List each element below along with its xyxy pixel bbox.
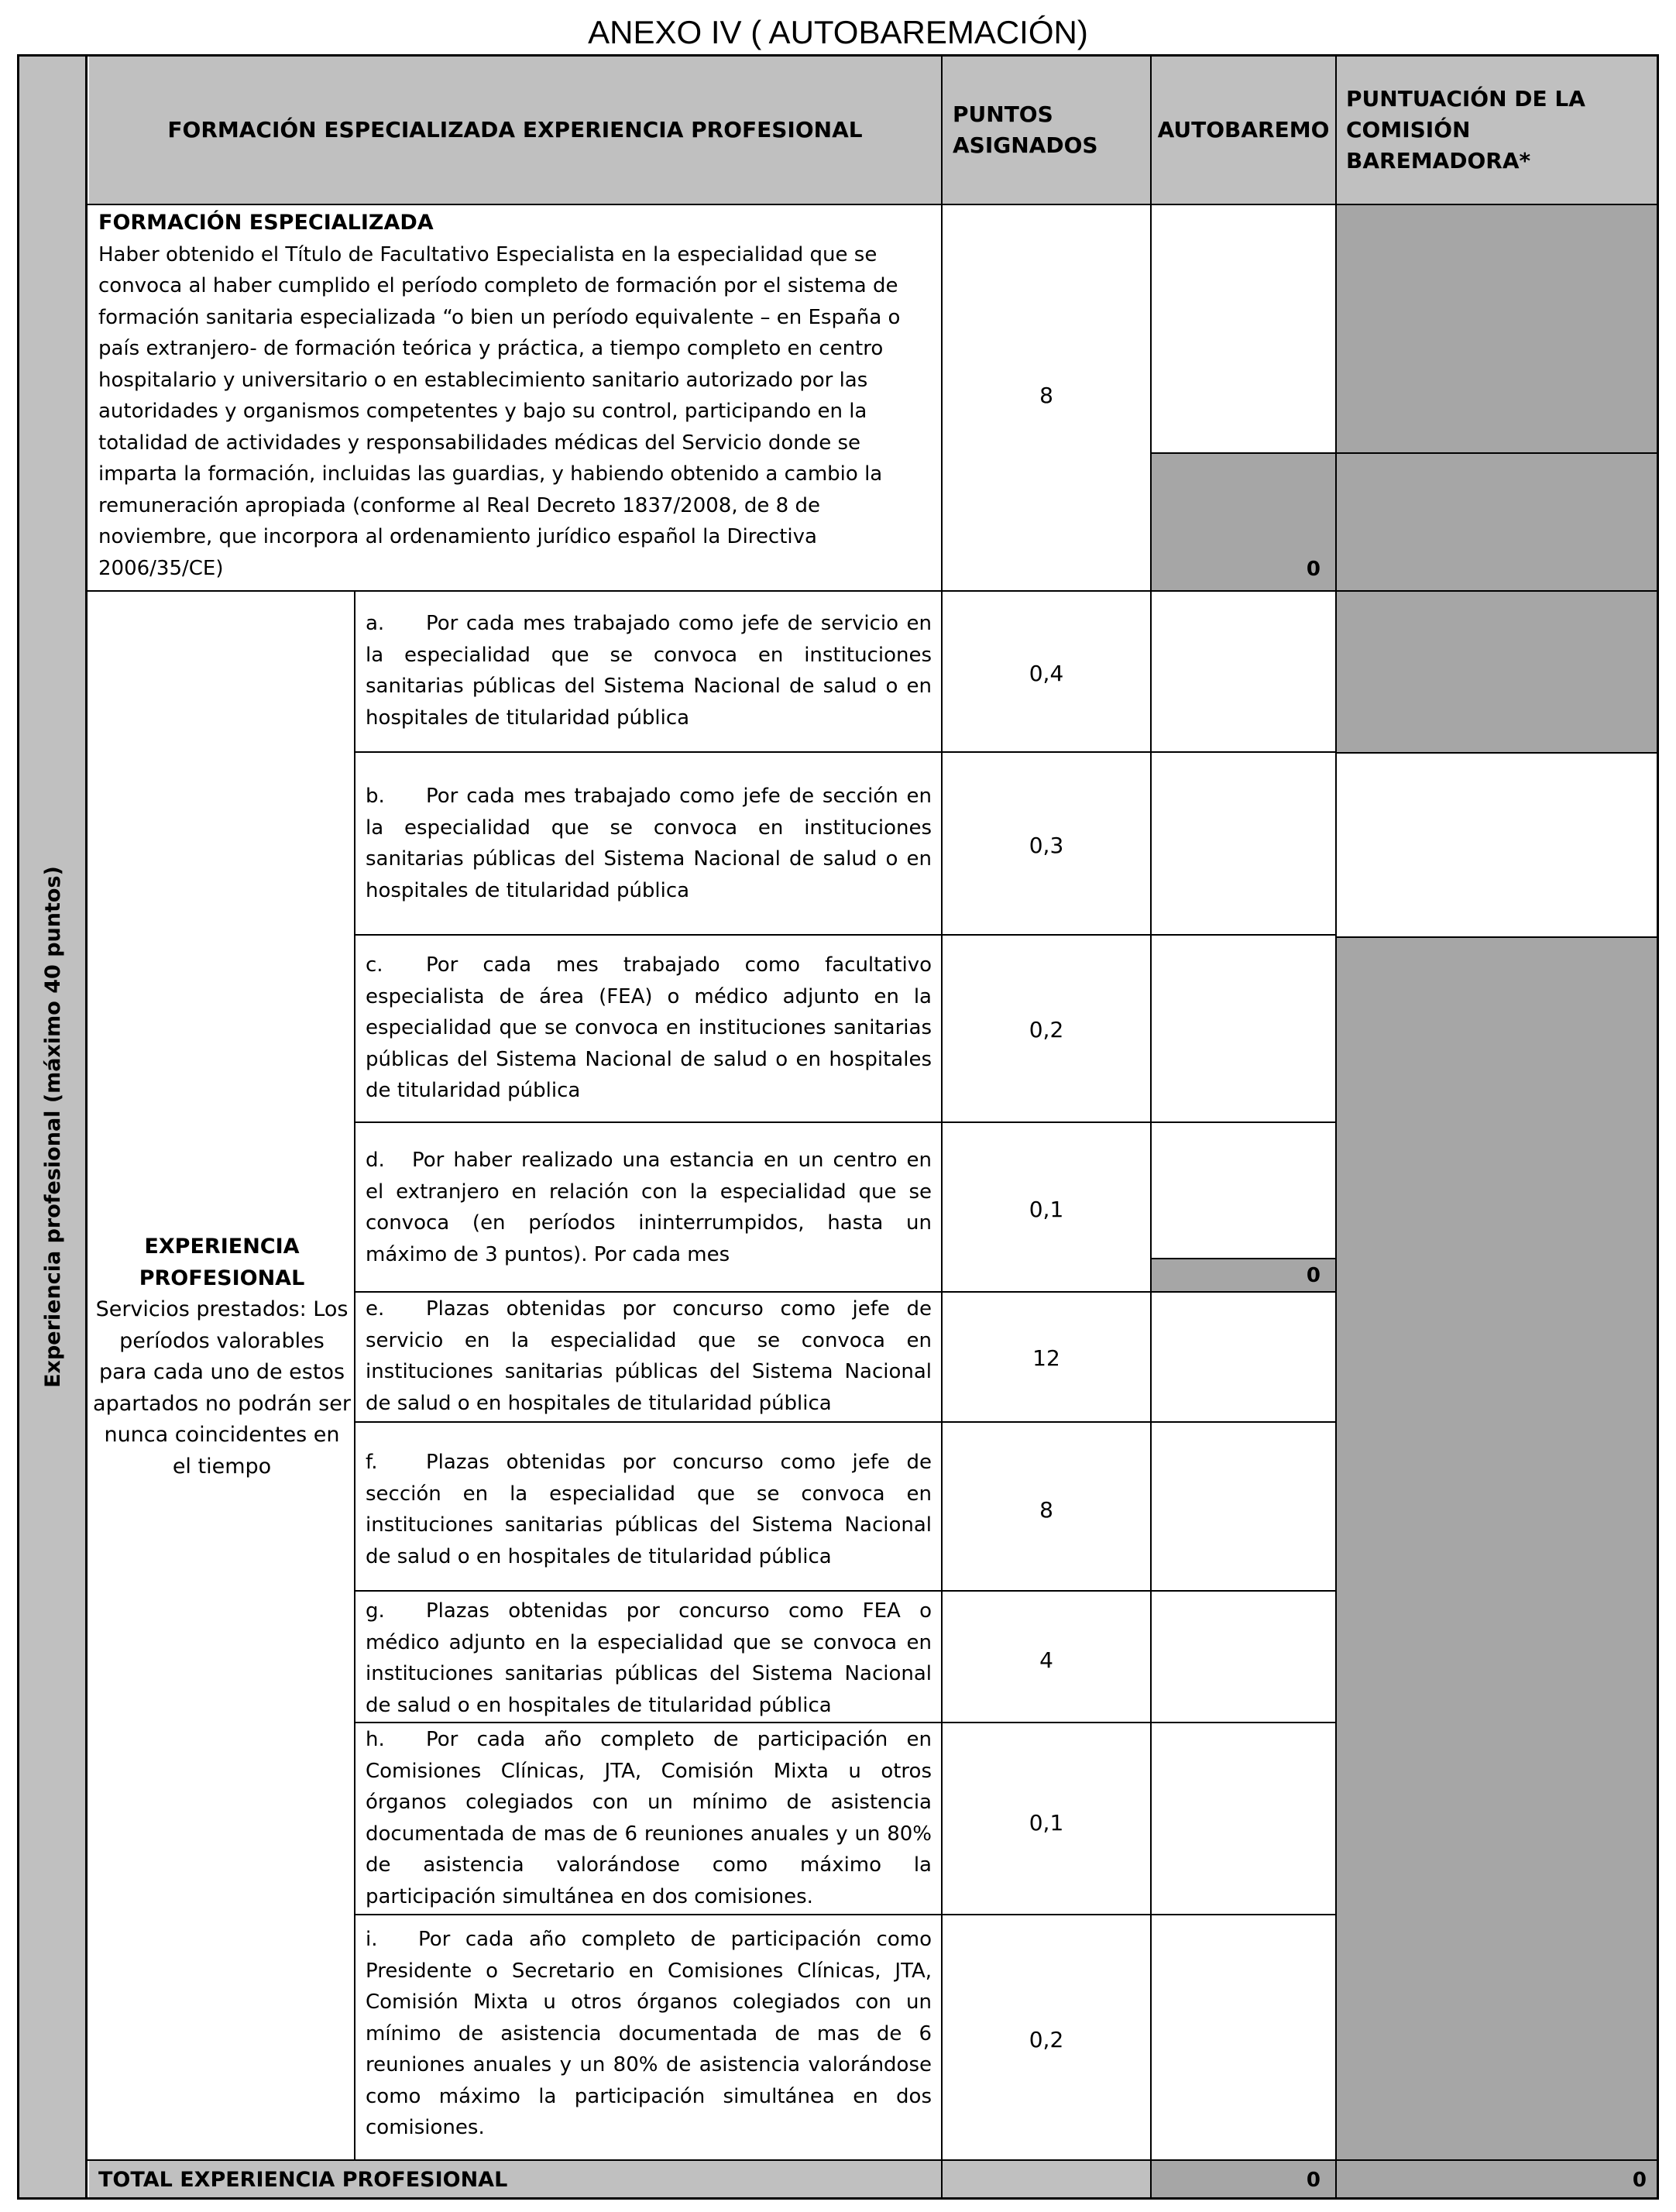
item-g-points: 4 bbox=[1039, 1647, 1053, 1673]
row-divider bbox=[354, 751, 1336, 753]
commission-grey-block-1 bbox=[1335, 205, 1657, 752]
formacion-especializada-cell bbox=[98, 208, 936, 587]
total-comision: 0 bbox=[1632, 2169, 1647, 2192]
item-h-text: h. Por cada año completo de participación en Comisiones Clínicas, JTA, Comisión Mixta u otros órganos colegiados con un mínimo de asistencia documentada de mas de 6 reuniones anuales y un 80% de asistencia valorándose como máximo la participación simultánea en dos comisiones. bbox=[366, 1724, 932, 1912]
item-f-text: f. Plazas obtenidas por concurso como jefe de sección en la especialidad que se convoca en instituciones sanitarias públicas del Sistema Nacional de salud o en hospitales de titularidad pública bbox=[366, 1447, 932, 1572]
item-c-points: 0,2 bbox=[1029, 1016, 1064, 1042]
row-divider bbox=[88, 204, 1657, 205]
experiencia-heading: EXPERIENCIA PROFESIONAL bbox=[139, 1235, 305, 1290]
commission-grey-block-2 bbox=[1335, 936, 1657, 2185]
item-e-text: e. Plazas obtenidas por concurso como jefe de servicio en la especialidad que se convoca en instituciones sanitarias públicas del Sistema Nacional de salud o en hospitales de titularidad pública bbox=[366, 1293, 932, 1419]
item-a-text: a. Por cada mes trabajado como jefe de servicio en la especialidad que se convoca en instituciones sanitarias públicas del Sistema Nacional de salud o en hospitales de titularidad pública bbox=[366, 608, 932, 733]
item-label: a. bbox=[366, 612, 385, 635]
row-divider bbox=[354, 1121, 1336, 1123]
item-label: c. bbox=[366, 953, 383, 977]
item-f-points: 8 bbox=[1039, 1496, 1053, 1523]
item-label: b. bbox=[366, 785, 385, 808]
column-divider bbox=[1335, 57, 1337, 2197]
row-divider bbox=[1335, 752, 1657, 754]
item-g-text: g. Plazas obtenidas por concurso como FEA o médico adjunto en la especialidad que se convoca en instituciones sanitarias públicas del Sistema Nacional de salud o en hospitales de titularidad pública bbox=[366, 1595, 932, 1721]
item-a-points: 0,4 bbox=[1029, 660, 1064, 686]
header-section: FORMACIÓN ESPECIALIZADA EXPERIENCIA PROFESIONAL bbox=[167, 117, 863, 143]
item-b-points: 0,3 bbox=[1029, 832, 1064, 858]
row-divider bbox=[1150, 1258, 1335, 1259]
item-d-text: d. Por haber realizado una estancia en un centro en el extranjero en relación con la especialidad que se convoca (en períodos ininterrumpidos, hasta un máximo de 3 puntos). Por cada mes bbox=[366, 1145, 932, 1270]
item-e-points: 12 bbox=[1032, 1345, 1060, 1371]
row-divider bbox=[1335, 936, 1657, 938]
item-i-points: 0,2 bbox=[1029, 2026, 1064, 2052]
column-divider bbox=[354, 590, 355, 2159]
formacion-subtotal: 0 bbox=[1306, 558, 1321, 581]
row-divider bbox=[354, 1722, 1336, 1723]
item-i-text: i. Por cada año completo de participación como Presidente o Secretario en Comisiones Clínicas, JTA, Comisión Mixta u otros órganos colegiados con un mínimo de asistencia documentada de mas de 6 reuniones anuales y un 80% de asistencia valorándose como máximo la participación simultánea en dos comisiones. bbox=[366, 1924, 932, 2144]
item-label: g. bbox=[366, 1599, 385, 1623]
page-title: ANEXO IV ( AUTOBAREMACIÓN) bbox=[588, 14, 1088, 50]
item-label: i. bbox=[366, 1928, 378, 1951]
row-divider bbox=[1150, 452, 1657, 454]
formacion-heading: FORMACIÓN ESPECIALIZADA bbox=[98, 211, 434, 235]
item-d-points: 0,1 bbox=[1029, 1196, 1064, 1222]
column-divider bbox=[1150, 57, 1152, 2197]
section-vertical-label: Experiencia profesional (máximo 40 puntos) bbox=[41, 866, 65, 1388]
item-label: h. bbox=[366, 1728, 385, 1751]
experiencia-description-cell bbox=[93, 1231, 351, 1482]
row-divider bbox=[354, 1914, 1336, 1915]
row-divider bbox=[88, 590, 1657, 592]
row-divider bbox=[354, 1590, 1336, 1592]
item-c-text: c. Por cada mes trabajado como facultativo especialista de área (FEA) o médico adjunto en la especialidad que se convoca en instituciones sanitarias públicas del Sistema Nacional de salud o en hospitales de titularidad pública bbox=[366, 950, 932, 1107]
item-label: d. bbox=[366, 1149, 385, 1172]
row-divider bbox=[354, 1291, 1336, 1293]
item-label: e. bbox=[366, 1297, 385, 1321]
row-divider bbox=[354, 934, 1336, 936]
header-puntos-asignados: PUNTOS ASIGNADOS bbox=[953, 101, 1098, 158]
total-autobaremo: 0 bbox=[1306, 2169, 1321, 2192]
item-h-points: 0,1 bbox=[1029, 1809, 1064, 1836]
item-label: f. bbox=[366, 1451, 378, 1474]
row-divider bbox=[354, 1421, 1336, 1423]
formacion-text: Haber obtenido el Título de Facultativo Especialista en la especialidad que se convoca al haber cumplido el período completo de formación por el sistema de formación sanitaria especializada “o bien un período equivalente – en España o país extranjero- de formación teórica y práctica, a tiempo completo en centro hospitalario y universitario o en establecimiento sanitario autorizado por las autoridades y organismos competentes y bajo su control, participando en la totalidad de actividades y responsabilidades médicas del Servicio donde se imparta la formación, incluidas las guardias, y habiendo obtenido a cambio la remuneración apropiada (conforme al Real Decreto 1837/2008, de 8 de noviembre, que incorpora al ordenamiento jurídico español la Directiva 2006/35/CE) bbox=[98, 242, 901, 580]
header-autobaremo: AUTOBAREMO bbox=[1157, 117, 1330, 143]
estancia-subtotal: 0 bbox=[1306, 1264, 1321, 1287]
header-comision-baremadora: PUNTUACIÓN DE LA COMISIÓN BAREMADORA* bbox=[1346, 86, 1585, 173]
total-label: TOTAL EXPERIENCIA PROFESIONAL bbox=[98, 2168, 508, 2192]
experiencia-description: Servicios prestados: Los períodos valorables para cada uno de estos apartados no podrán ser nunca coincidentes en el tiempo bbox=[93, 1297, 351, 1479]
formacion-points: 8 bbox=[1039, 382, 1053, 408]
item-b-text: b. Por cada mes trabajado como jefe de sección en la especialidad que se convoca en instituciones sanitarias públicas del Sistema Nacional de salud o en hospitales de titularidad pública bbox=[366, 781, 932, 906]
